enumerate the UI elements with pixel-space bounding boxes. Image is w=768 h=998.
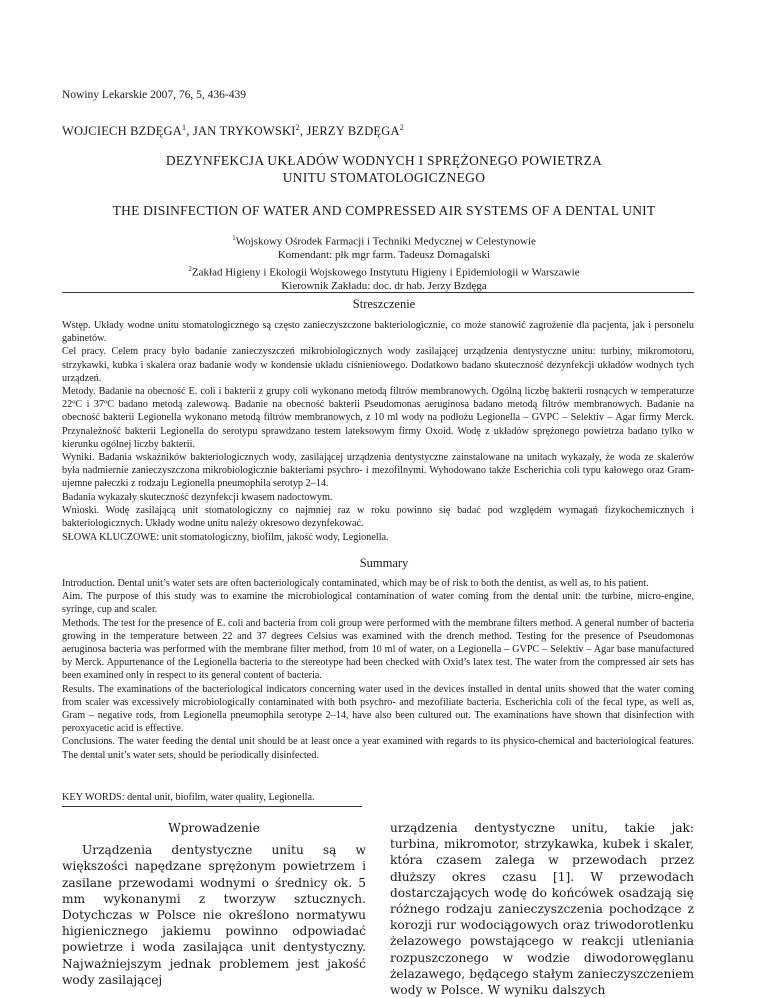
affiliation-text: Komendant: płk mgr farm. Tadeusz Domagalski [277,249,491,262]
abstract-paragraph: Introduction. Dental unit’s water sets are often bacteriologicaly contaminated, which may be of risk to both the dentist, as well as, to his patient. [62,578,649,589]
abstract-paragraph: Badania wykazały skuteczność dezynfekcji kwasem nadoctowym. [62,491,333,503]
author-separator: , [299,124,307,139]
divider [62,292,694,293]
author-affiliation-mark: 2 [295,123,300,132]
author-separator: , [186,124,193,139]
author-affiliation-mark: 2 [399,123,404,132]
affiliation-text: Zakład Higieny i Ekologii Wojskowego Instytutu Higieny i Epidemiologii w Warszawie [191,266,580,279]
affiliation-text: Kierownik Zakładu: doc. dr hab. Jerzy Bzdęga [281,279,487,292]
author-name: JAN TRYKOWSKI [192,124,296,139]
affiliation-text: Wojskowy Ośrodek Farmacji i Techniki Medycznej w Celestynowie [235,235,536,248]
keywords-english: KEY WORDS: dental unit, biofilm, water quality, Legionella. [62,792,315,803]
affiliation-mark: 2 [188,264,192,273]
author-name: JERZY BZDĘGA [306,124,400,139]
author-list [62,123,404,139]
abstract-paragraph: Wstęp. Układy wodne unitu stomatologicznego są często zanieczyszczone bakteriologicznie, co może stanowić zagrożenie dla pacjenta, jak i personelu gabinetów. [62,320,694,345]
author-name: WOJCIECH BZDĘGA [62,124,183,139]
body-paragraph: urządzenia dentystyczne unitu, takie jak: turbina, mikromotor, strzykawka, kubek i skaler, która czasem zalega w przewodach przez dłuższy okres czasu [1]. W przewodach dostarczających wodę do końcówek osadzają się różnego rodzaju zanieczyszczenia pochodzące z korozji rur wodociągowych oraz triwodorotlenku żelazowego powstającego w reakcji utleniania rozpuszczonego w wodzie diwodorowęglanu żelazawego, będącego stałym zanieczyszczeniem wody w Polsce. W wyniku dalszych [390,821,694,998]
abstract-paragraph: Aim. The purpose of this study was to examine the microbiological contamination of water coming from the dental unit: the turbine, micro-engine, syringe, cup and scaler. [62,591,694,616]
abstract-paragraph: Cel pracy. Celem pracy było badanie zanieczyszczeń mikrobiologicznych wody zasilającej urządzenia dentystyczne unitu: turbiny, mikromotoru, strzykawki, kubka i skalera oraz badanie wody w kondensie układu ciśnieniowego. Dodatkowo badano skuteczność dezynfekcji układów wodnych tych urządzeń. [62,346,694,384]
affiliation-mark: 1 [232,234,236,242]
section-heading: Wprowadzenie [168,821,260,835]
affiliation-line [0,232,768,249]
title-polish-line: DEZYNFEKCJA UKŁADÓW WODNYCH I SPRĘŻONEGO POWIETRZA [165,153,603,168]
affiliations [0,232,768,293]
abstract-paragraph: Methods. The test for the presence of E. coli and bacteria from coli group were performed with the membrane filters method. A general number of bacteria growing in the temperature between 22 and 37 degrees Celsius was examined with the drench method. Testing for the presence of Pseudomonas aeruginosa bacteria was performed with the membrane filter method, from 10 ml of water, on a Legionella – GVPC – Selektiv – Agar base manufactured by Merck. Appurtenance of the Legionella bacteria to the stereotype had been checked with Oxid’s latex test. The water from the compressed air sets has been examined only in respect to its general content of bacteria. [62,617,694,682]
abstract-paragraph: Results. The examinations of the bacteriological indicators concerning water used in the devices installed in dental units showed that the water coming from scaler was excessively microbiologically contaminated with both psychro- and mezofiliate bacteria. Escherichia coli of the fecal type, as well as, Gram – negative rods, from Legionella pneumophila serotype 2–14, have also been cultured out. The examinations have shown that disinfection with peroxyacetic acid is effective. [62,683,694,735]
author-affiliation-mark: 1 [182,123,187,132]
summary-body [62,577,694,762]
title-english: THE DISINFECTION OF WATER AND COMPRESSED AIR SYSTEMS OF A DENTAL UNIT [112,203,656,218]
abstract-paragraph: Conclusions. The water feeding the dental unit should be at least once a year examined with regards to its physico-chemical and bacteriological features. The dental unit’s water sets, should be periodically disinfected. [62,736,694,761]
streszczenie-body [62,319,694,530]
affiliation-line [0,263,768,280]
title-polish-line: UNITU STOMATOLOGICZNEGO [282,170,486,185]
divider [62,806,362,807]
summary-heading: Summary [359,556,409,570]
journal-citation: Nowiny Lekarskie 2007, 76, 5, 436-439 [62,89,246,101]
keywords-polish: SŁOWA KLUCZOWE: unit stomatologiczny, biofilm, jakość wody, Legionella. [62,532,389,543]
abstract-paragraph: Wnioski. Wodę zasilającą unit stomatologiczny co najmniej raz w roku powinno się badać pod względem wymagań fizykochemicznych i bakteriologicznych. Układy wodne unitu należy okresowo dezynfekować. [62,504,694,530]
abstract-paragraph: Metody. Badanie na obecność E. coli i bakterii z grupy coli wykonano metodą filtrów membranowych. Ogólną liczbę bakterii rosnących w temperaturze 22ºC i 37ºC badano metodą zalewową. Badanie na obecność bakterii Pseudomonas aeruginosa badano metodą filtrów membranowych. Badanie na obecność bakterii Legionella wykonano metodą filtrów membranowych, z 10 ml wody na podłożu Legionella – GVPC – Selektiv – Agar firmy Merck. Przynależność bakterii Legionella do serotypu sprawdzano testem lateksowym firmy Oxoid. Wodę z układów sprężonego powietrza badano tylko w kierunku ogólnej liczby bakterii. [62,386,694,450]
title-polish [0,152,768,186]
body-column-left [62,820,366,988]
streszczenie-heading: Streszczenie [352,297,416,311]
body-paragraph: Urządzenia dentystyczne unitu są w większości napędzane sprężonym powietrzem i zasilane przewodami wodnymi o średnicy ok. 5 mm wykonanymi z tworzyw sztucznych. Dotychczas w Polsce nie określono normatywu higienicznego jakiemu powinno odpowiadać powietrze i woda zasilająca unit dentystyczny. Najważniejszym jednak problemem jest jakość wody zasilającej [62,843,366,987]
affiliation-line [0,249,768,263]
body-column-right [390,820,694,998]
abstract-paragraph: Wyniki. Badania wskaźników bakteriologicznych wody, zasilającej urządzenia dentystyczne zainstalowane na unitach wykazały, że woda ze skalerów była nadmiernie zanieczyszczona mikrobiologicznie bakteriami psychro- i mezofilnymi. Wyhodowano także Escherichia coli typu kałowego oraz Gram-ujemne pałeczki z rodzaju Legionella pneumophila serotyp 2–14. [62,452,694,490]
